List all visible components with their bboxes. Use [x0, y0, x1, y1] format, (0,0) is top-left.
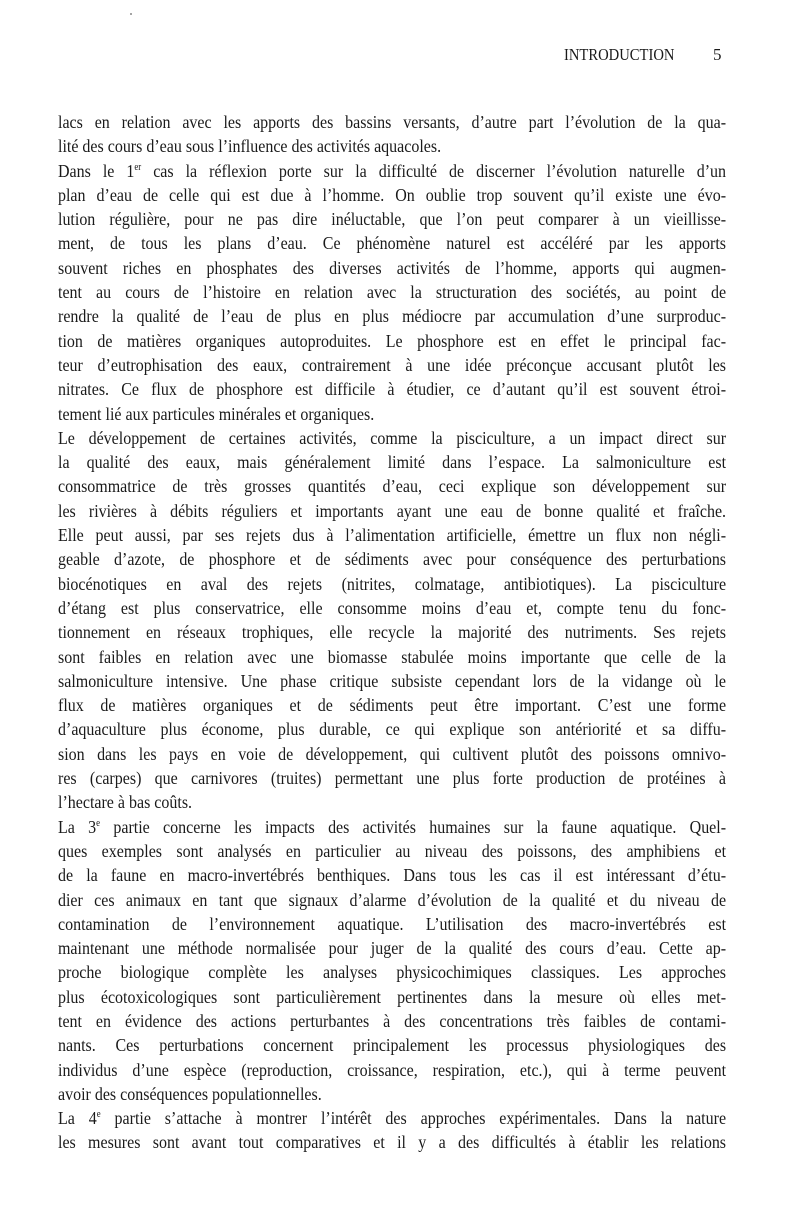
- text-line-content: individus d’une espèce (reproduction, croissance, respiration, etc.), qui à terme peuvent: [58, 1059, 727, 1080]
- text-line: [58, 134, 726, 158]
- text-line-content: La 3e partie concerne les impacts des activités humaines sur la faune aquatique. Quel-: [58, 816, 727, 837]
- text-line: [58, 402, 726, 426]
- text-line-content: souvent riches en phosphates des diverses activités de l’homme, apports qui augmen-: [58, 257, 727, 278]
- text-line: [58, 960, 726, 984]
- text-line: [58, 183, 726, 207]
- text-line-content: rendre la qualité de l’eau de plus en plus médiocre par accumulation d’une surproduc-: [58, 306, 727, 327]
- text-line-content: de la faune en macro-invertébrés benthiques. Dans tous les cas il est intéressant d’étu-: [58, 865, 727, 886]
- text-line-content: la qualité des eaux, mais généralement limité dans l’espace. La salmoniculture est: [58, 452, 727, 473]
- text-line: [58, 985, 726, 1009]
- text-line-content: d’étang est plus conservatrice, elle consomme moins d’eau et, compte tenu du fonc-: [58, 597, 727, 618]
- text-line-content: contamination de l’environnement aquatique. L’utilisation des macro-invertébrés est: [58, 913, 727, 934]
- text-line: [58, 110, 726, 134]
- text-line: [58, 742, 726, 766]
- text-line-content: salmoniculture intensive. Une phase critique subsiste cependant lors de la vidange où le: [58, 670, 727, 691]
- text-line-content: proche biologique complète les analyses physicochimiques classiques. Les approches: [58, 962, 727, 983]
- ordinal-superscript: e: [96, 1109, 101, 1121]
- ordinal-superscript: er: [134, 161, 142, 173]
- text-line-content: sion dans les pays en voie de développement, qui cultivent plutôt des poissons omnivo-: [58, 743, 727, 764]
- text-line: [58, 231, 726, 255]
- text-line: [58, 353, 726, 377]
- body-text: [58, 110, 726, 1155]
- text-line-content: tent en évidence des actions perturbantes à des concentrations très faibles de contami-: [58, 1010, 727, 1031]
- text-line-content: avoir des conséquences populationnelles.: [58, 1083, 322, 1104]
- text-line: [58, 790, 726, 814]
- text-line-content: tion de matières organiques autoproduites. Le phosphore est en effet le principal fac-: [58, 330, 727, 351]
- paragraph: [58, 815, 726, 1107]
- text-line: [58, 159, 726, 183]
- text-line-content: teur d’eutrophisation des eaux, contrairement à une idée préconçue accusant plutôt les: [58, 354, 727, 375]
- text-line-content: tement lié aux particules minérales et organiques.: [58, 403, 375, 424]
- text-line-content: Le développement de certaines activités, comme la pisciculture, a un impact direct sur: [58, 427, 727, 448]
- text-line: [58, 1130, 726, 1154]
- ordinal-superscript: e: [96, 817, 101, 829]
- text-line-content: ques exemples sont analysés en particulier au niveau des poissons, des amphibiens et: [58, 840, 727, 861]
- text-line-content: Elle peut aussi, par ses rejets dus à l’alimentation artificielle, émettre un flux non négli-: [58, 525, 727, 546]
- text-line: [58, 1082, 726, 1106]
- text-line-content: les mesures sont avant tout comparatives et il y a des difficultés à établir les relations: [58, 1132, 727, 1153]
- paragraph: [58, 110, 726, 159]
- page-number: 5: [713, 45, 722, 64]
- text-line-content: lacs en relation avec les apports des bassins versants, d’autre part l’évolution de la qua-: [58, 112, 727, 132]
- text-line-content: lution régulière, pour ne pas dire inéluctable, que l’on peut comparer à un vieillisse-: [58, 209, 727, 230]
- text-line: [58, 450, 726, 474]
- text-line: [58, 523, 726, 547]
- text-line: [58, 863, 726, 887]
- paragraph: [58, 1106, 726, 1155]
- text-line: [58, 256, 726, 280]
- text-line: [58, 1106, 726, 1130]
- text-line: [58, 1058, 726, 1082]
- text-line: [58, 329, 726, 353]
- paragraph: [58, 159, 726, 426]
- text-line: [58, 596, 726, 620]
- text-line-content: dier ces animaux en tant que signaux d’alarme d’évolution de la qualité et du niveau de: [58, 889, 727, 910]
- text-line-content: sont faibles en relation avec une biomasse stabulée moins importante que celle de la: [58, 646, 727, 667]
- text-line: [58, 645, 726, 669]
- text-line: [58, 693, 726, 717]
- text-line: [58, 669, 726, 693]
- text-line-content: plan d’eau de celle qui est due à l’homme. On oublie trop souvent qu’il existe une évo-: [58, 184, 727, 205]
- text-line: [58, 620, 726, 644]
- text-line: [58, 572, 726, 596]
- text-line-content: d’aquaculture plus économe, plus durable, ce qui explique son antériorité et sa diffu-: [58, 719, 727, 740]
- scan-artifact-speck: [130, 13, 132, 15]
- text-line-content: nitrates. Ce flux de phosphore est difficile à étudier, ce d’autant qu’il est souvent étroi-: [58, 379, 727, 400]
- text-line: [58, 839, 726, 863]
- text-line-content: lité des cours d’eau sous l’influence des activités aquacoles.: [58, 136, 442, 157]
- text-line: [58, 207, 726, 231]
- text-line-content: plus écotoxicologiques sont particulièrement pertinentes dans la mesure où elles met-: [58, 986, 727, 1007]
- text-line: [58, 888, 726, 912]
- text-line: [58, 1033, 726, 1057]
- text-line: [58, 912, 726, 936]
- text-line: [58, 717, 726, 741]
- text-line: [58, 474, 726, 498]
- text-line: [58, 1009, 726, 1033]
- text-line-content: maintenant une méthode normalisée pour juger de la qualité des cours d’eau. Cette ap-: [58, 938, 727, 959]
- text-line-content: tent au cours de l’histoire en relation avec la structuration des sociétés, au point de: [58, 282, 727, 303]
- text-line: [58, 426, 726, 450]
- text-line-content: consommatrice de très grosses quantités d’eau, ceci explique son développement sur: [58, 476, 727, 497]
- text-line: [58, 766, 726, 790]
- text-line: [58, 499, 726, 523]
- text-line-content: res (carpes) que carnivores (truites) permettant une plus forte production de protéines à: [58, 768, 727, 789]
- text-line-content: nants. Ces perturbations concernent principalement les processus physiologiques des: [58, 1035, 727, 1056]
- text-line-content: Dans le 1er cas la réflexion porte sur la difficulté de discerner l’évolution naturelle d’un: [58, 160, 727, 181]
- text-line-content: les rivières à débits réguliers et importants ayant une eau de bonne qualité et fraîche.: [58, 500, 727, 521]
- text-line-content: flux de matières organiques et de sédiments peut être important. C’est une forme: [58, 695, 727, 716]
- text-line: [58, 304, 726, 328]
- text-line: [58, 815, 726, 839]
- paragraph: [58, 426, 726, 815]
- text-line-content: geable d’azote, de phosphore et de sédiments avec pour conséquence des perturbations: [58, 549, 727, 570]
- text-line-content: ment, de tous les plans d’eau. Ce phénomène naturel est accéléré par les apports: [58, 233, 727, 254]
- text-line: [58, 547, 726, 571]
- text-line-content: biocénotiques en aval des rejets (nitrites, colmatage, antibiotiques). La pisciculture: [58, 573, 727, 594]
- text-line-content: tionnement en réseaux trophiques, elle recycle la majorité des nutriments. Ses rejets: [58, 622, 727, 643]
- running-title: INTRODUCTION: [564, 45, 675, 64]
- text-line: [58, 280, 726, 304]
- running-head: [0, 44, 800, 66]
- text-line: [58, 936, 726, 960]
- text-line-content: l’hectare à bas coûts.: [58, 792, 193, 813]
- text-line: [58, 377, 726, 401]
- text-line-content: La 4e partie s’attache à montrer l’intérêt des approches expérimentales. Dans la nature: [58, 1108, 727, 1129]
